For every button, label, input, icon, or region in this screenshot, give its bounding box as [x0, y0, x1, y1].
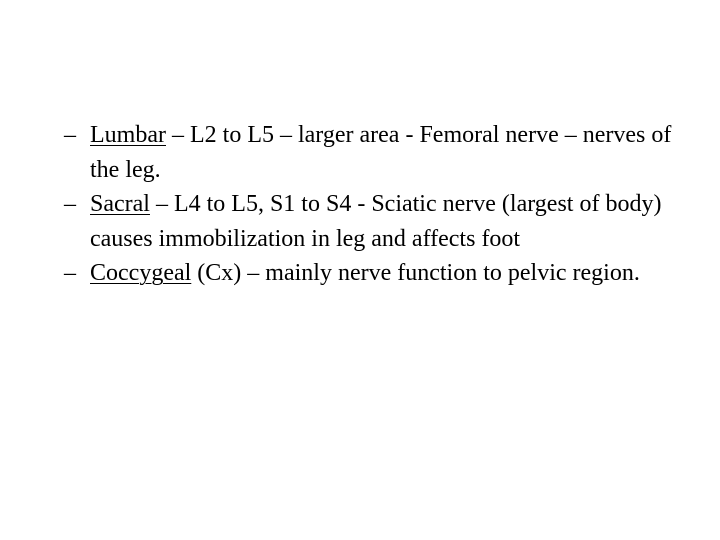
bullet-text: (Cx) – mainly nerve function to pelvic region. — [191, 260, 640, 286]
bullet-coccygeal — [64, 256, 704, 291]
bullet-text: – L4 to L5, S1 to S4 - Sciatic nerve (largest of body) causes immobilization in leg and affects foot — [90, 191, 662, 252]
term-coccygeal: Coccygeal — [90, 260, 192, 286]
bullet-list — [64, 118, 704, 291]
term-lumbar: Lumbar — [90, 122, 166, 148]
dash-marker: – — [64, 260, 76, 286]
dash-marker: – — [64, 122, 76, 148]
bullet-lumbar — [64, 118, 704, 187]
dash-marker: – — [64, 191, 76, 217]
term-sacral: Sacral — [90, 191, 150, 217]
bullet-text: – L2 to L5 – larger area - Femoral nerve – nerves of the leg. — [90, 122, 672, 183]
bullet-sacral — [64, 187, 704, 256]
